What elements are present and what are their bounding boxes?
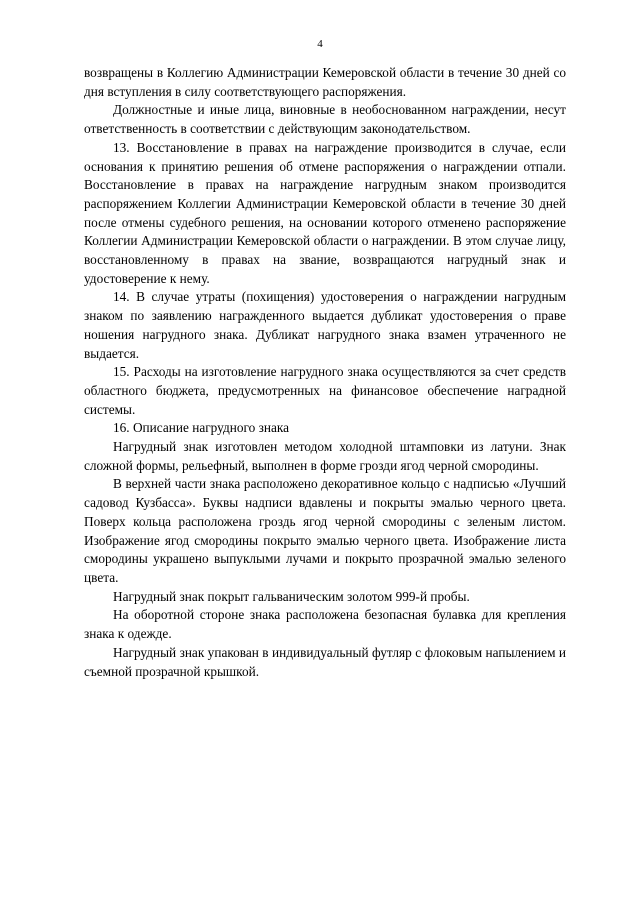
paragraph-13-restoration: 13. Восстановление в правах на награждение производится в случае, если основания к принятию решения об отмене распоряжения о награждении отпали. Восстановление в правах на награждение нагрудным знаком производится распоряжением Коллегии Администрации Кемеровской области в течение 30 дней после отмены судебного решения, на основании которого отменено распоряжение Коллегии Администрации Кемеровской области о награждении. В этом случае лицу, восстановленному в правах на звание, возвращаются нагрудный знак и удостоверение к нему. [84,139,566,286]
paragraph-badge-design: В верхней части знака расположено декоративное кольцо с надписью «Лучший садовод Кузбасса». Буквы надписи вдавлены и покрыты эмалью черного цвета. Поверх кольца расположена гроздь ягод черной смородины с зеленым листом. Изображение ягод смородины покрыто эмалью черного цвета. Изображение листа смородины украшено выпуклыми лучами и покрыто прозрачной эмалью зеленого цвета. [84,476,566,585]
paragraph-14-loss: 14. В случае утраты (похищения) удостоверения о награждении нагрудным знаком по заявлению награжденного выдается дубликат удостоверения о праве ношения нагрудного знака. Дубликат нагрудного знака взамен утраченного не выдается. [84,289,566,361]
paragraph-badge-material: Нагрудный знак изготовлен методом холодной штамповки из латуни. Знак сложной формы, рельефный, выполнен в форме грозди ягод черной смородины. [84,439,566,473]
paragraph-15-expenses: 15. Расходы на изготовление нагрудного знака осуществляются за счет средств областного бюджета, предусмотренных на финансовое обеспечение наградной системы. [84,364,566,417]
document-body [84,64,566,681]
paragraph-return-of-badge: возвращены в Коллегию Администрации Кемеровской области в течение 30 дней со дня вступления в силу соответствующего распоряжения. [84,65,566,99]
paragraph-badge-case: Нагрудный знак упакован в индивидуальный футляр с флоковым напылением и съемной прозрачной крышкой. [84,644,566,679]
paragraph-liability: Должностные и иные лица, виновные в необоснованном награждении, несут ответственность в соответствии с действующим законодательством. [84,102,566,137]
paragraph-16-heading: 16. Описание нагрудного знака [113,420,290,436]
paragraph-badge-pin: На оборотной стороне знака расположена безопасная булавка для крепления знака к одежде. [84,607,566,642]
paragraph-badge-gilding: Нагрудный знак покрыт гальваническим золотом 999-й пробы. [113,588,470,604]
page-number: 4 [317,38,323,50]
